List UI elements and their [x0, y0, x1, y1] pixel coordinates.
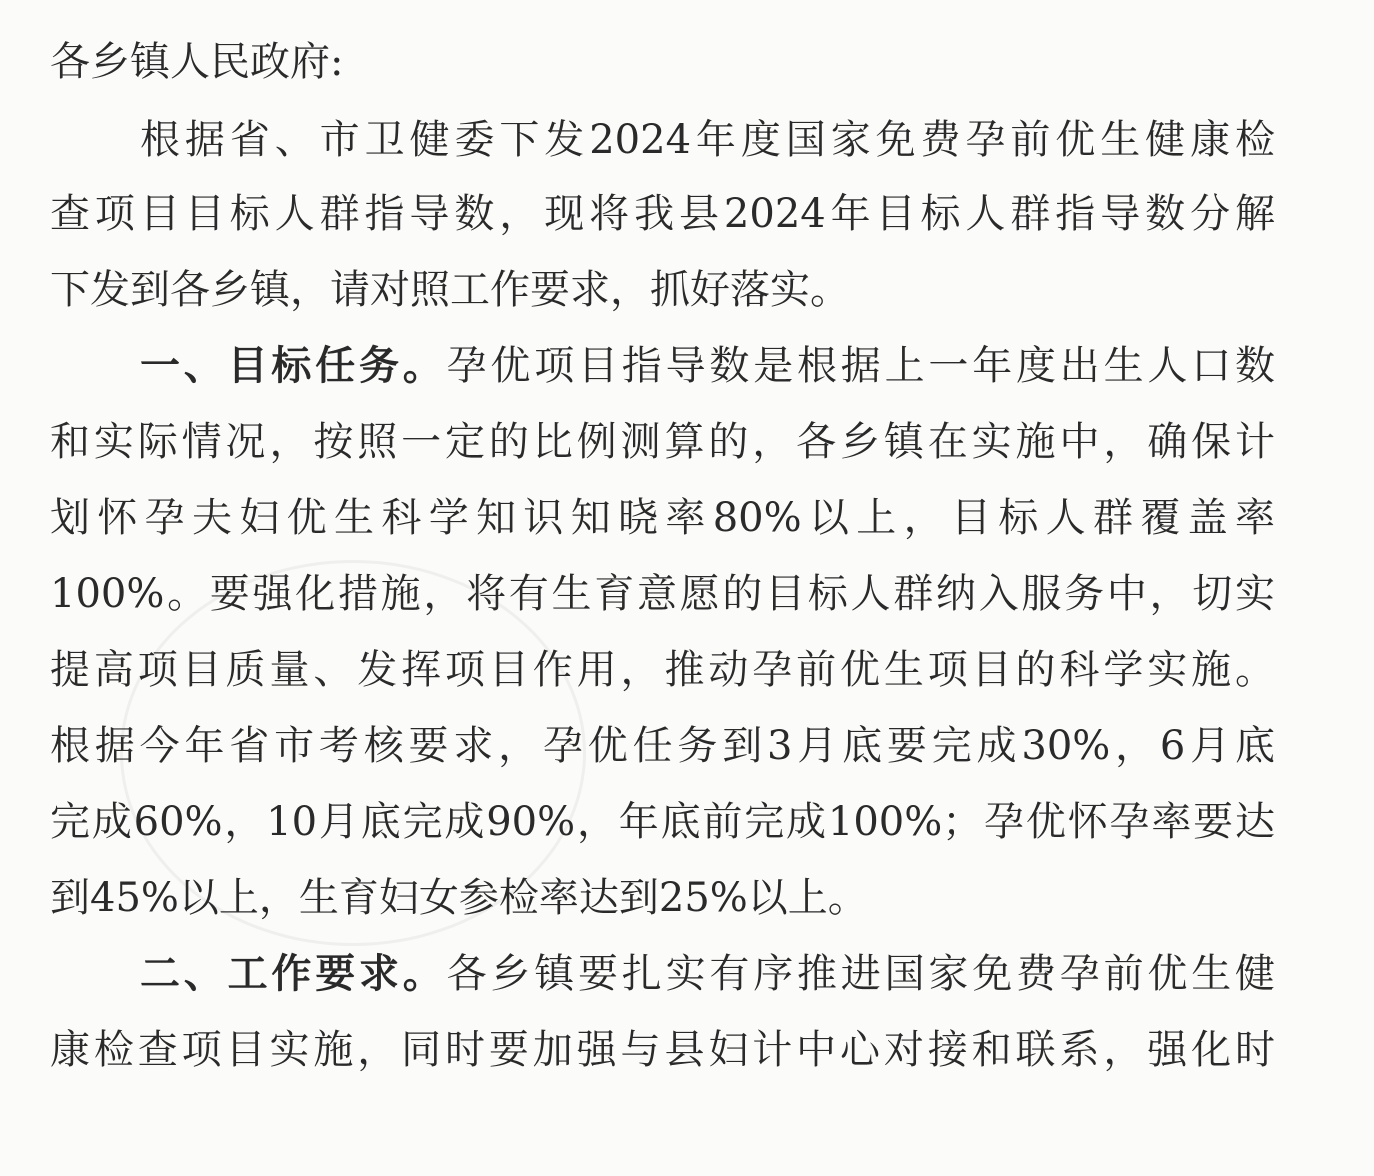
intro-line-1: 根据省、市卫健委下发2024年度国家免费孕前优生健康检	[140, 117, 1275, 163]
section2-heading: 二、工作要求。	[140, 951, 447, 997]
section2-first-line	[140, 946, 1275, 1002]
section1-line-5: 提高项目质量、发挥项目作用，推动孕前优生项目的科学实施。	[50, 647, 1275, 693]
section1-line-6: 根据今年省市考核要求，孕优任务到3月底要完成30%，6月底	[50, 723, 1275, 769]
section1-line-2: 和实际情况，按照一定的比例测算的，各乡镇在实施中，确保计	[50, 419, 1275, 465]
section1-line-8: 到45%以上，生育妇女参检率达到25%以上。	[50, 875, 868, 921]
section2-line-2: 康检查项目实施，同时要加强与县妇计中心对接和联系，强化时	[50, 1027, 1275, 1073]
section1-first-line-text: 孕优项目指导数是根据上一年度出生人口数	[446, 343, 1276, 389]
section1-line-3: 划怀孕夫妇优生科学知识知晓率80%以上，目标人群覆盖率	[50, 495, 1275, 541]
section1-heading: 一、目标任务。	[140, 343, 447, 389]
intro-line-2: 查项目目标人群指导数，现将我县2024年目标人群指导数分解	[50, 191, 1275, 237]
section1-first-line	[140, 338, 1275, 394]
intro-line-3: 下发到各乡镇，请对照工作要求，抓好落实。	[50, 267, 850, 313]
section1-line-4: 100%。要强化措施，将有生育意愿的目标人群纳入服务中，切实	[50, 571, 1275, 617]
section1-line-7: 完成60%，10月底完成90%，年底前完成100%；孕优怀孕率要达	[50, 799, 1275, 845]
section2-first-line-text: 各乡镇要扎实有序推进国家免费孕前优生健	[446, 951, 1276, 997]
salutation: 各乡镇人民政府:	[50, 39, 344, 85]
